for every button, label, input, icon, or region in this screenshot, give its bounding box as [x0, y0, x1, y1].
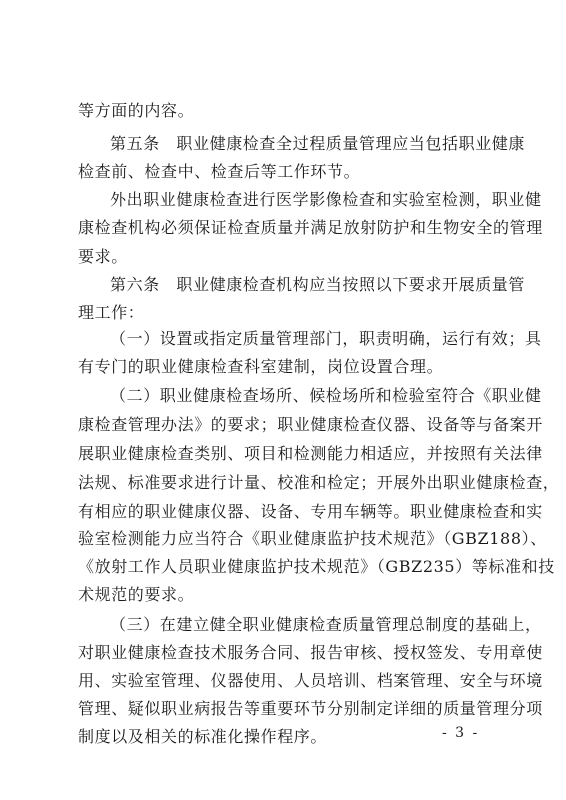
text-line: 有专门的职业健康检查科室建制，岗位设置合理。	[78, 357, 444, 376]
text-line: 要求。	[78, 247, 128, 266]
text-line: 康检查机构必须保证检查质量并满足放射防护和生物安全的管理	[78, 218, 543, 237]
item-2-line: （二）职业健康检查场所、候检场所和检验室符合《职业健	[110, 386, 542, 405]
text-line: 验室检测能力应当符合《职业健康监护技术规范》（GBZ188）、	[78, 529, 547, 548]
text-line: 用、实验室管理、仪器使用、人员培训、档案管理、安全与环境	[78, 671, 543, 690]
item-3-line: （三）在建立健全职业健康检查质量管理总制度的基础上，	[110, 615, 542, 634]
text-line: 展职业健康检查类别、项目和检测能力相适应，并按照有关法律	[78, 444, 543, 463]
text-line: 对职业健康检查技术服务合同、报告审核、授权签发、专用章使	[78, 643, 543, 662]
text-line: 检查前、检查中、检查后等工作环节。	[78, 162, 361, 181]
text-line: 法规、标准要求进行计量、校准和检定；开展外出职业健康检查，	[78, 473, 560, 492]
text-line: 管理、疑似职业病报告等重要环节分别制定详细的质量管理分项	[78, 699, 543, 718]
article-5-heading-line: 第五条 职业健康检查全过程质量管理应当包括职业健康	[110, 134, 526, 153]
text-line: 有相应的职业健康仪器、设备、专用车辆等。职业健康检查和实	[78, 502, 543, 521]
item-1-line: （一）设置或指定质量管理部门，职责明确，运行有效；具	[110, 329, 542, 348]
page-number: - 3 -	[442, 725, 480, 741]
article-6-heading-line: 第六条 职业健康检查机构应当按照以下要求开展质量管	[110, 275, 526, 294]
text-line: 制度以及相关的标准化操作程序。	[78, 727, 328, 746]
text-line: 《放射工作人员职业健康监护技术规范》（GBZ235）等标准和技	[78, 557, 555, 576]
text-line: 等方面的内容。	[78, 101, 195, 120]
paragraph-start-line: 外出职业健康检查进行医学影像检查和实验室检测，职业健	[110, 190, 542, 209]
text-line: 术规范的要求。	[78, 585, 195, 604]
text-line: 理工作：	[78, 303, 145, 322]
text-line: 康检查管理办法》的要求；职业健康检查仪器、设备等与备案开	[78, 415, 543, 434]
